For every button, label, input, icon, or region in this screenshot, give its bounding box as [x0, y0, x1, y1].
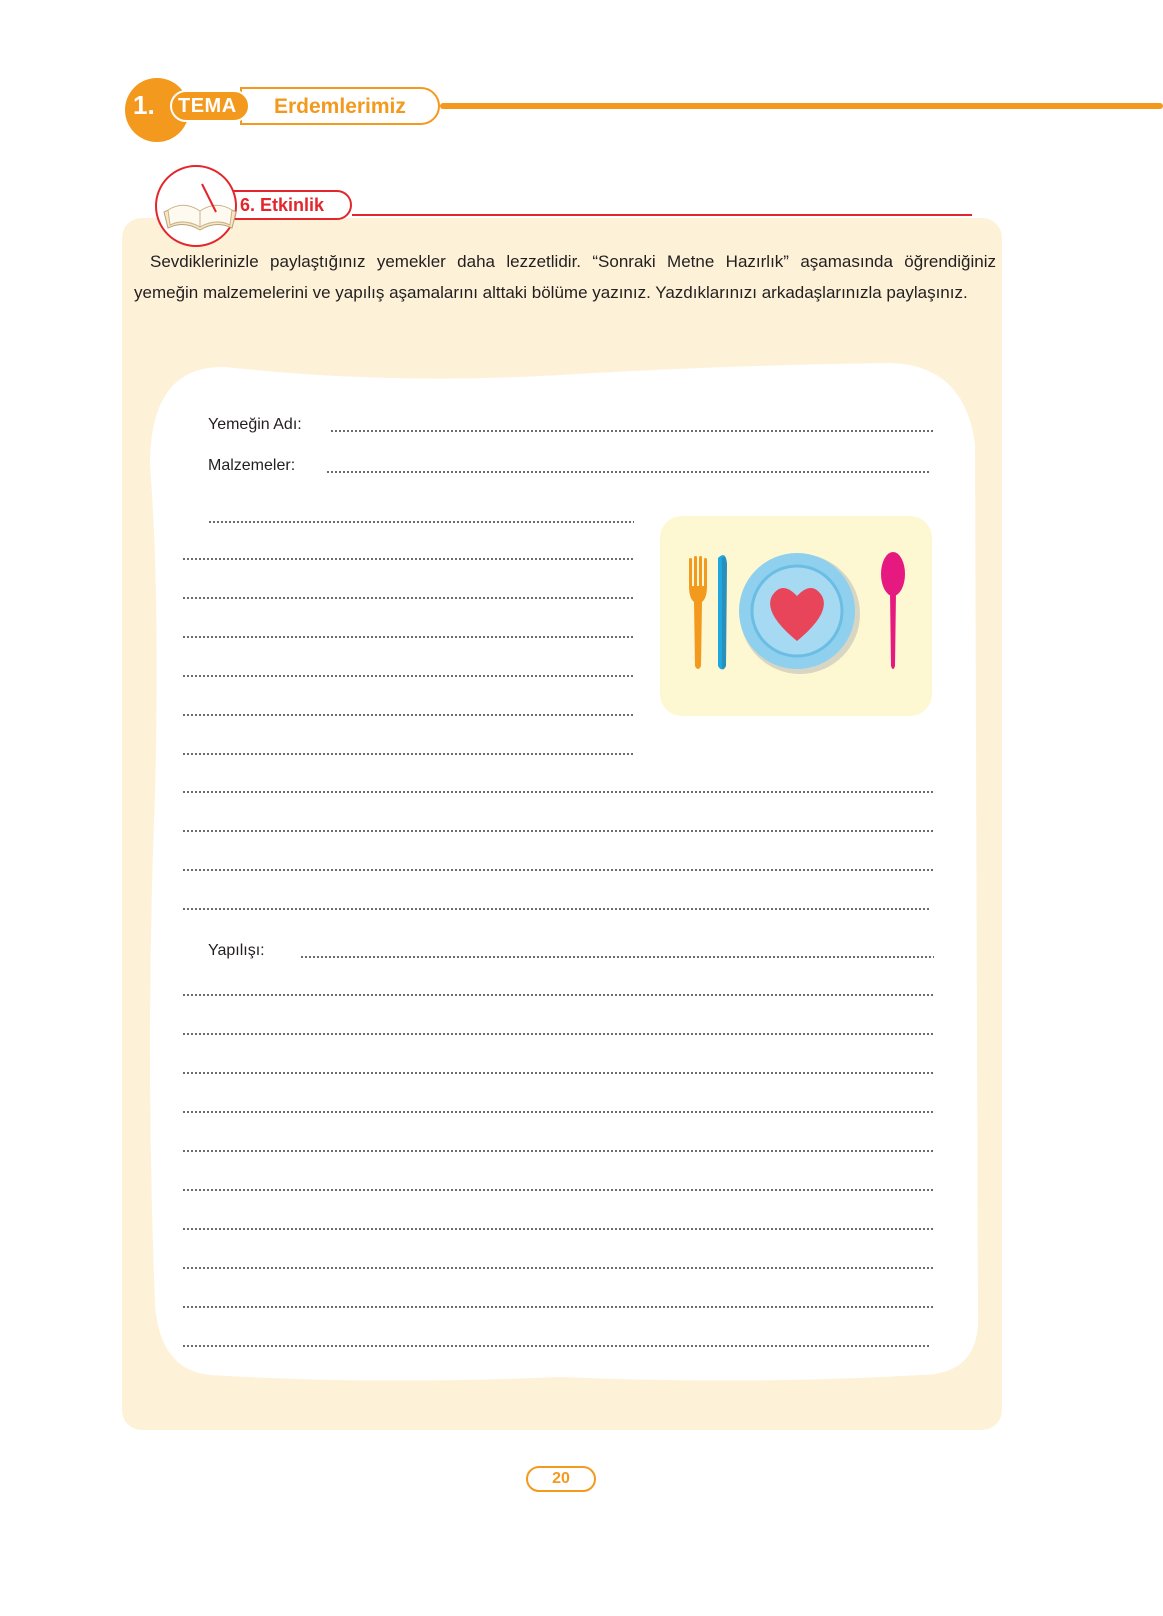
ingredients-line[interactable]	[182, 620, 634, 642]
dish-name-field[interactable]	[330, 430, 934, 432]
ingredients-line[interactable]	[208, 505, 634, 527]
ingredients-line[interactable]	[208, 455, 930, 477]
table-setting-illustration	[660, 516, 932, 716]
dish-name-label: Yemeğin Adı:	[208, 416, 302, 433]
ingredients-line[interactable]	[182, 853, 934, 875]
steps-line[interactable]	[182, 1017, 934, 1039]
spoon-icon	[881, 552, 905, 669]
theme-title: Erdemlerimiz	[274, 95, 406, 118]
steps-field[interactable]	[300, 956, 934, 958]
ingredients-line[interactable]	[182, 581, 634, 603]
theme-number: 1.	[133, 90, 155, 120]
steps-line[interactable]	[182, 1251, 934, 1273]
steps-line[interactable]	[182, 1095, 934, 1117]
activity-title: 6. Etkinlik	[240, 195, 325, 215]
open-book-pencil-icon	[160, 178, 240, 238]
steps-label: Yapılışı:	[208, 942, 265, 959]
ingredients-label: Malzemeler:	[208, 457, 296, 474]
steps-line[interactable]	[182, 1056, 934, 1078]
fork-icon	[689, 556, 707, 669]
plate-with-heart-icon	[739, 553, 860, 674]
theme-header	[0, 0, 1163, 150]
ingredients-field[interactable]	[326, 471, 930, 473]
ingredients-line[interactable]	[182, 892, 930, 914]
activity-rule	[352, 214, 972, 216]
ingredients-line[interactable]	[182, 814, 934, 836]
ingredients-line[interactable]	[182, 659, 634, 681]
steps-line[interactable]	[182, 1173, 934, 1195]
page-number: 20	[526, 1466, 596, 1492]
theme-label: TEMA	[178, 95, 237, 117]
ingredients-line[interactable]	[182, 698, 634, 720]
ingredients-line[interactable]	[182, 542, 634, 564]
theme-rule	[440, 103, 1163, 109]
steps-line[interactable]	[182, 978, 934, 1000]
steps-line[interactable]	[182, 1329, 930, 1351]
steps-line[interactable]	[182, 1212, 934, 1234]
knife-icon	[718, 555, 727, 670]
dish-name-line[interactable]	[208, 414, 934, 436]
activity-instructions: Sevdiklerinizle paylaştığınız yemekler daha lezzetlidir. “Sonraki Metne Hazırlık” aşamasında öğrendiğiniz yemeğin malzemelerini ve yapılış aşamalarını alttaki bölüme yazınız. Yazdıklarınızı arkadaşlarınızla paylaşınız.	[134, 252, 996, 302]
steps-line[interactable]	[208, 940, 934, 962]
ingredients-line[interactable]	[182, 737, 634, 759]
steps-line[interactable]	[182, 1134, 934, 1156]
steps-line[interactable]	[182, 1290, 934, 1312]
ingredients-line[interactable]	[182, 775, 934, 797]
